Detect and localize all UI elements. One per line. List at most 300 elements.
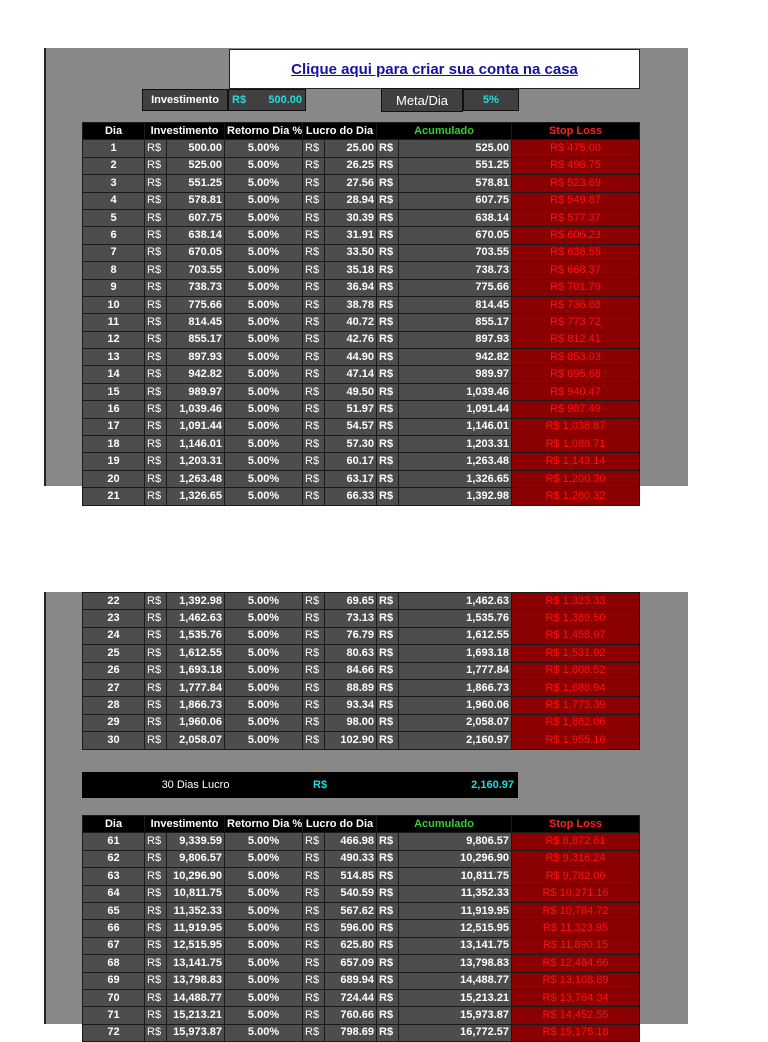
currency-cell[interactable]: R$: [303, 645, 325, 662]
investimento-cell[interactable]: 1,960.06: [167, 714, 225, 731]
currency-cell[interactable]: R$: [303, 401, 325, 418]
retorno-cell[interactable]: 5.00%: [225, 833, 303, 850]
currency-cell[interactable]: R$: [145, 470, 167, 487]
currency-cell[interactable]: R$: [145, 645, 167, 662]
acumulado-cell[interactable]: 1,039.46: [399, 383, 512, 400]
currency-cell[interactable]: R$: [303, 262, 325, 279]
day-cell[interactable]: 21: [83, 488, 145, 505]
currency-cell[interactable]: R$: [303, 1024, 325, 1041]
lucro-cell[interactable]: 567.62: [325, 902, 377, 919]
currency-cell[interactable]: R$: [377, 192, 399, 209]
currency-cell[interactable]: R$: [303, 833, 325, 850]
currency-cell[interactable]: R$: [145, 885, 167, 902]
retorno-cell[interactable]: 5.00%: [225, 175, 303, 192]
currency-cell[interactable]: R$: [303, 488, 325, 505]
lucro-cell[interactable]: 60.17: [325, 453, 377, 470]
currency-cell[interactable]: R$: [377, 279, 399, 296]
lucro-cell[interactable]: 26.25: [325, 157, 377, 174]
currency-cell[interactable]: R$: [303, 175, 325, 192]
stop-loss-cell[interactable]: R$ 13,108.89: [512, 972, 640, 989]
day-cell[interactable]: 16: [83, 401, 145, 418]
day-cell[interactable]: 68: [83, 955, 145, 972]
day-cell[interactable]: 23: [83, 610, 145, 627]
lucro-cell[interactable]: 57.30: [325, 436, 377, 453]
acumulado-cell[interactable]: 10,296.90: [399, 850, 512, 867]
lucro-cell[interactable]: 54.57: [325, 418, 377, 435]
acumulado-cell[interactable]: 1,693.18: [399, 645, 512, 662]
currency-cell[interactable]: R$: [145, 1007, 167, 1024]
day-cell[interactable]: 27: [83, 679, 145, 696]
acumulado-cell[interactable]: 814.45: [399, 296, 512, 313]
investimento-cell[interactable]: 1,777.84: [167, 679, 225, 696]
investimento-cell[interactable]: 9,806.57: [167, 850, 225, 867]
stop-loss-cell[interactable]: R$ 1,143.14: [512, 453, 640, 470]
investimento-cell[interactable]: 1,263.48: [167, 470, 225, 487]
day-cell[interactable]: 12: [83, 331, 145, 348]
lucro-cell[interactable]: 40.72: [325, 314, 377, 331]
currency-cell[interactable]: R$: [145, 662, 167, 679]
investimento-cell[interactable]: 13,798.83: [167, 972, 225, 989]
day-cell[interactable]: 63: [83, 868, 145, 885]
currency-cell[interactable]: R$: [377, 850, 399, 867]
currency-cell[interactable]: R$: [303, 209, 325, 226]
lucro-cell[interactable]: 30.39: [325, 209, 377, 226]
stop-loss-cell[interactable]: R$ 577.37: [512, 209, 640, 226]
investimento-cell[interactable]: 11,919.95: [167, 920, 225, 937]
stop-loss-cell[interactable]: R$ 1,260.32: [512, 488, 640, 505]
retorno-cell[interactable]: 5.00%: [225, 366, 303, 383]
currency-cell[interactable]: R$: [377, 610, 399, 627]
stop-loss-cell[interactable]: R$ 498.75: [512, 157, 640, 174]
retorno-cell[interactable]: 5.00%: [225, 383, 303, 400]
lucro-cell[interactable]: 63.17: [325, 470, 377, 487]
stop-loss-cell[interactable]: R$ 13,764.34: [512, 989, 640, 1006]
currency-cell[interactable]: R$: [145, 296, 167, 313]
day-cell[interactable]: 7: [83, 244, 145, 261]
currency-cell[interactable]: R$: [377, 227, 399, 244]
currency-cell[interactable]: R$: [377, 732, 399, 749]
stop-loss-cell[interactable]: R$ 812.41: [512, 331, 640, 348]
lucro-cell[interactable]: 689.94: [325, 972, 377, 989]
day-cell[interactable]: 4: [83, 192, 145, 209]
investimento-cell[interactable]: 703.55: [167, 262, 225, 279]
investimento-cell[interactable]: 1,462.63: [167, 610, 225, 627]
acumulado-cell[interactable]: 9,806.57: [399, 833, 512, 850]
investimento-cell[interactable]: 989.97: [167, 383, 225, 400]
acumulado-cell[interactable]: 10,811.75: [399, 868, 512, 885]
currency-cell[interactable]: R$: [303, 227, 325, 244]
investimento-input[interactable]: [228, 89, 306, 111]
day-cell[interactable]: 65: [83, 902, 145, 919]
day-cell[interactable]: 26: [83, 662, 145, 679]
day-cell[interactable]: 3: [83, 175, 145, 192]
investimento-cell[interactable]: 13,141.75: [167, 955, 225, 972]
day-cell[interactable]: 64: [83, 885, 145, 902]
currency-cell[interactable]: R$: [377, 937, 399, 954]
currency-cell[interactable]: R$: [303, 610, 325, 627]
day-cell[interactable]: 72: [83, 1024, 145, 1041]
investimento-cell[interactable]: 15,973.87: [167, 1024, 225, 1041]
currency-cell[interactable]: R$: [303, 140, 325, 157]
day-cell[interactable]: 9: [83, 279, 145, 296]
stop-loss-cell[interactable]: R$ 853.03: [512, 349, 640, 366]
retorno-cell[interactable]: 5.00%: [225, 850, 303, 867]
currency-cell[interactable]: R$: [377, 627, 399, 644]
currency-cell[interactable]: R$: [303, 331, 325, 348]
investimento-cell[interactable]: 1,612.55: [167, 645, 225, 662]
currency-cell[interactable]: R$: [303, 366, 325, 383]
stop-loss-cell[interactable]: R$ 987.49: [512, 401, 640, 418]
day-cell[interactable]: 70: [83, 989, 145, 1006]
currency-cell[interactable]: R$: [145, 366, 167, 383]
investimento-cell[interactable]: 607.75: [167, 209, 225, 226]
currency-cell[interactable]: R$: [303, 732, 325, 749]
lucro-cell[interactable]: 36.94: [325, 279, 377, 296]
day-cell[interactable]: 14: [83, 366, 145, 383]
currency-cell[interactable]: R$: [303, 955, 325, 972]
stop-loss-cell[interactable]: R$ 11,323.95: [512, 920, 640, 937]
retorno-cell[interactable]: 5.00%: [225, 732, 303, 749]
currency-cell[interactable]: R$: [145, 902, 167, 919]
day-cell[interactable]: 13: [83, 349, 145, 366]
lucro-cell[interactable]: 102.90: [325, 732, 377, 749]
currency-cell[interactable]: R$: [377, 488, 399, 505]
day-cell[interactable]: 61: [83, 833, 145, 850]
day-cell[interactable]: 6: [83, 227, 145, 244]
currency-cell[interactable]: R$: [303, 593, 325, 610]
stop-loss-cell[interactable]: R$ 9,782.06: [512, 868, 640, 885]
acumulado-cell[interactable]: 1,091.44: [399, 401, 512, 418]
day-cell[interactable]: 1: [83, 140, 145, 157]
lucro-cell[interactable]: 798.69: [325, 1024, 377, 1041]
acumulado-cell[interactable]: 989.97: [399, 366, 512, 383]
stop-loss-cell[interactable]: R$ 8,872.61: [512, 833, 640, 850]
currency-cell[interactable]: R$: [377, 955, 399, 972]
retorno-cell[interactable]: 5.00%: [225, 679, 303, 696]
stop-loss-cell[interactable]: R$ 12,484.66: [512, 955, 640, 972]
retorno-cell[interactable]: 5.00%: [225, 157, 303, 174]
retorno-cell[interactable]: 5.00%: [225, 488, 303, 505]
currency-cell[interactable]: R$: [303, 470, 325, 487]
stop-loss-cell[interactable]: R$ 1,323.33: [512, 593, 640, 610]
retorno-cell[interactable]: 5.00%: [225, 331, 303, 348]
day-cell[interactable]: 30: [83, 732, 145, 749]
acumulado-cell[interactable]: 607.75: [399, 192, 512, 209]
investimento-cell[interactable]: 1,146.01: [167, 436, 225, 453]
acumulado-cell[interactable]: 670.05: [399, 227, 512, 244]
acumulado-cell[interactable]: 1,777.84: [399, 662, 512, 679]
currency-cell[interactable]: R$: [145, 714, 167, 731]
currency-cell[interactable]: R$: [145, 697, 167, 714]
currency-cell[interactable]: R$: [377, 645, 399, 662]
acumulado-cell[interactable]: 1,866.73: [399, 679, 512, 696]
currency-cell[interactable]: R$: [377, 833, 399, 850]
currency-cell[interactable]: R$: [377, 366, 399, 383]
lucro-cell[interactable]: 760.66: [325, 1007, 377, 1024]
retorno-cell[interactable]: 5.00%: [225, 453, 303, 470]
lucro-cell[interactable]: 35.18: [325, 262, 377, 279]
stop-loss-cell[interactable]: R$ 606.23: [512, 227, 640, 244]
lucro-cell[interactable]: 66.33: [325, 488, 377, 505]
stop-loss-cell[interactable]: R$ 895.68: [512, 366, 640, 383]
currency-cell[interactable]: R$: [377, 697, 399, 714]
day-cell[interactable]: 2: [83, 157, 145, 174]
retorno-cell[interactable]: 5.00%: [225, 955, 303, 972]
stop-loss-cell[interactable]: R$ 636.55: [512, 244, 640, 261]
stop-loss-cell[interactable]: R$ 1,955.16: [512, 732, 640, 749]
stop-loss-cell[interactable]: R$ 1,458.97: [512, 627, 640, 644]
acumulado-cell[interactable]: 1,203.31: [399, 436, 512, 453]
currency-cell[interactable]: R$: [145, 610, 167, 627]
acumulado-cell[interactable]: 703.55: [399, 244, 512, 261]
retorno-cell[interactable]: 5.00%: [225, 418, 303, 435]
retorno-cell[interactable]: 5.00%: [225, 401, 303, 418]
acumulado-cell[interactable]: 1,263.48: [399, 453, 512, 470]
currency-cell[interactable]: R$: [303, 868, 325, 885]
currency-cell[interactable]: R$: [145, 227, 167, 244]
stop-loss-cell[interactable]: R$ 940.47: [512, 383, 640, 400]
acumulado-cell[interactable]: 11,919.95: [399, 902, 512, 919]
meta-dia-input[interactable]: [463, 89, 519, 111]
currency-cell[interactable]: R$: [303, 1007, 325, 1024]
currency-cell[interactable]: R$: [377, 470, 399, 487]
lucro-cell[interactable]: 724.44: [325, 989, 377, 1006]
lucro-cell[interactable]: 31.91: [325, 227, 377, 244]
stop-loss-cell[interactable]: R$ 1,773.39: [512, 697, 640, 714]
currency-cell[interactable]: R$: [303, 885, 325, 902]
day-cell[interactable]: 22: [83, 593, 145, 610]
currency-cell[interactable]: R$: [377, 920, 399, 937]
retorno-cell[interactable]: 5.00%: [225, 902, 303, 919]
currency-cell[interactable]: R$: [377, 902, 399, 919]
currency-cell[interactable]: R$: [377, 262, 399, 279]
currency-cell[interactable]: R$: [145, 279, 167, 296]
currency-cell[interactable]: R$: [303, 244, 325, 261]
investimento-cell[interactable]: 1,866.73: [167, 697, 225, 714]
currency-cell[interactable]: R$: [145, 679, 167, 696]
acumulado-cell[interactable]: 2,058.07: [399, 714, 512, 731]
currency-cell[interactable]: R$: [145, 140, 167, 157]
currency-cell[interactable]: R$: [303, 436, 325, 453]
lucro-cell[interactable]: 33.50: [325, 244, 377, 261]
lucro-cell[interactable]: 657.09: [325, 955, 377, 972]
investimento-cell[interactable]: 1,326.65: [167, 488, 225, 505]
stop-loss-cell[interactable]: R$ 1,200.30: [512, 470, 640, 487]
investimento-cell[interactable]: 14,488.77: [167, 989, 225, 1006]
investimento-cell[interactable]: 11,352.33: [167, 902, 225, 919]
lucro-cell[interactable]: 490.33: [325, 850, 377, 867]
retorno-cell[interactable]: 5.00%: [225, 885, 303, 902]
lucro-cell[interactable]: 49.50: [325, 383, 377, 400]
day-cell[interactable]: 62: [83, 850, 145, 867]
currency-cell[interactable]: R$: [145, 314, 167, 331]
currency-cell[interactable]: R$: [303, 349, 325, 366]
day-cell[interactable]: 25: [83, 645, 145, 662]
retorno-cell[interactable]: 5.00%: [225, 279, 303, 296]
currency-cell[interactable]: R$: [145, 627, 167, 644]
retorno-cell[interactable]: 5.00%: [225, 1007, 303, 1024]
acumulado-cell[interactable]: 1,326.65: [399, 470, 512, 487]
currency-cell[interactable]: R$: [145, 436, 167, 453]
investimento-cell[interactable]: 1,203.31: [167, 453, 225, 470]
lucro-cell[interactable]: 514.85: [325, 868, 377, 885]
currency-cell[interactable]: R$: [377, 885, 399, 902]
stop-loss-cell[interactable]: R$ 549.87: [512, 192, 640, 209]
stop-loss-cell[interactable]: R$ 1,036.87: [512, 418, 640, 435]
currency-cell[interactable]: R$: [145, 157, 167, 174]
acumulado-cell[interactable]: 638.14: [399, 209, 512, 226]
currency-cell[interactable]: R$: [377, 296, 399, 313]
currency-cell[interactable]: R$: [377, 868, 399, 885]
retorno-cell[interactable]: 5.00%: [225, 662, 303, 679]
acumulado-cell[interactable]: 2,160.97: [399, 732, 512, 749]
day-cell[interactable]: 66: [83, 920, 145, 937]
investimento-cell[interactable]: 638.14: [167, 227, 225, 244]
acumulado-cell[interactable]: 1,612.55: [399, 627, 512, 644]
stop-loss-cell[interactable]: R$ 1,608.52: [512, 662, 640, 679]
currency-cell[interactable]: R$: [377, 418, 399, 435]
investimento-cell[interactable]: 1,091.44: [167, 418, 225, 435]
day-cell[interactable]: 67: [83, 937, 145, 954]
currency-cell[interactable]: R$: [377, 662, 399, 679]
investimento-cell[interactable]: 1,039.46: [167, 401, 225, 418]
lucro-cell[interactable]: 88.89: [325, 679, 377, 696]
currency-cell[interactable]: R$: [377, 349, 399, 366]
currency-cell[interactable]: R$: [377, 593, 399, 610]
investimento-cell[interactable]: 1,535.76: [167, 627, 225, 644]
retorno-cell[interactable]: 5.00%: [225, 262, 303, 279]
day-cell[interactable]: 24: [83, 627, 145, 644]
retorno-cell[interactable]: 5.00%: [225, 645, 303, 662]
retorno-cell[interactable]: 5.00%: [225, 314, 303, 331]
currency-cell[interactable]: R$: [145, 331, 167, 348]
stop-loss-cell[interactable]: R$ 1,688.94: [512, 679, 640, 696]
investimento-cell[interactable]: 1,693.18: [167, 662, 225, 679]
investimento-cell[interactable]: 15,213.21: [167, 1007, 225, 1024]
lucro-cell[interactable]: 93.34: [325, 697, 377, 714]
acumulado-cell[interactable]: 1,146.01: [399, 418, 512, 435]
acumulado-cell[interactable]: 1,392.98: [399, 488, 512, 505]
stop-loss-cell[interactable]: R$ 668.37: [512, 262, 640, 279]
currency-cell[interactable]: R$: [145, 1024, 167, 1041]
acumulado-cell[interactable]: 775.66: [399, 279, 512, 296]
lucro-cell[interactable]: 80.63: [325, 645, 377, 662]
day-cell[interactable]: 15: [83, 383, 145, 400]
day-cell[interactable]: 71: [83, 1007, 145, 1024]
acumulado-cell[interactable]: 11,352.33: [399, 885, 512, 902]
investimento-cell[interactable]: 855.17: [167, 331, 225, 348]
day-cell[interactable]: 20: [83, 470, 145, 487]
currency-cell[interactable]: R$: [377, 679, 399, 696]
retorno-cell[interactable]: 5.00%: [225, 140, 303, 157]
currency-cell[interactable]: R$: [145, 732, 167, 749]
currency-cell[interactable]: R$: [377, 401, 399, 418]
create-account-link[interactable]: Clique aqui para criar sua conta na casa: [291, 60, 578, 78]
lucro-cell[interactable]: 44.90: [325, 349, 377, 366]
currency-cell[interactable]: R$: [145, 972, 167, 989]
currency-cell[interactable]: R$: [145, 244, 167, 261]
lucro-cell[interactable]: 596.00: [325, 920, 377, 937]
currency-cell[interactable]: R$: [303, 714, 325, 731]
currency-cell[interactable]: R$: [377, 157, 399, 174]
day-cell[interactable]: 8: [83, 262, 145, 279]
lucro-cell[interactable]: 25.00: [325, 140, 377, 157]
retorno-cell[interactable]: 5.00%: [225, 227, 303, 244]
stop-loss-cell[interactable]: R$ 10,784.72: [512, 902, 640, 919]
retorno-cell[interactable]: 5.00%: [225, 296, 303, 313]
currency-cell[interactable]: R$: [145, 209, 167, 226]
currency-cell[interactable]: R$: [377, 1024, 399, 1041]
acumulado-cell[interactable]: 14,488.77: [399, 972, 512, 989]
stop-loss-cell[interactable]: R$ 1,088.71: [512, 436, 640, 453]
currency-cell[interactable]: R$: [145, 989, 167, 1006]
acumulado-cell[interactable]: 13,141.75: [399, 937, 512, 954]
investimento-cell[interactable]: 500.00: [167, 140, 225, 157]
currency-cell[interactable]: R$: [377, 436, 399, 453]
currency-cell[interactable]: R$: [303, 972, 325, 989]
investimento-cell[interactable]: 738.73: [167, 279, 225, 296]
currency-cell[interactable]: R$: [303, 627, 325, 644]
currency-cell[interactable]: R$: [145, 833, 167, 850]
retorno-cell[interactable]: 5.00%: [225, 1024, 303, 1041]
currency-cell[interactable]: R$: [145, 383, 167, 400]
retorno-cell[interactable]: 5.00%: [225, 436, 303, 453]
day-cell[interactable]: 10: [83, 296, 145, 313]
acumulado-cell[interactable]: 942.82: [399, 349, 512, 366]
currency-cell[interactable]: R$: [377, 209, 399, 226]
investimento-cell[interactable]: 9,339.59: [167, 833, 225, 850]
investimento-cell[interactable]: 2,058.07: [167, 732, 225, 749]
currency-cell[interactable]: R$: [145, 175, 167, 192]
stop-loss-cell[interactable]: R$ 773.72: [512, 314, 640, 331]
stop-loss-cell[interactable]: R$ 701.79: [512, 279, 640, 296]
acumulado-cell[interactable]: 16,772.57: [399, 1024, 512, 1041]
retorno-cell[interactable]: 5.00%: [225, 627, 303, 644]
day-cell[interactable]: 69: [83, 972, 145, 989]
day-cell[interactable]: 18: [83, 436, 145, 453]
acumulado-cell[interactable]: 738.73: [399, 262, 512, 279]
currency-cell[interactable]: R$: [377, 453, 399, 470]
currency-cell[interactable]: R$: [145, 955, 167, 972]
currency-cell[interactable]: R$: [303, 157, 325, 174]
stop-loss-cell[interactable]: R$ 1,531.92: [512, 645, 640, 662]
currency-cell[interactable]: R$: [303, 697, 325, 714]
lucro-cell[interactable]: 38.78: [325, 296, 377, 313]
currency-cell[interactable]: R$: [145, 937, 167, 954]
investimento-cell[interactable]: 942.82: [167, 366, 225, 383]
lucro-cell[interactable]: 84.66: [325, 662, 377, 679]
lucro-cell[interactable]: 98.00: [325, 714, 377, 731]
retorno-cell[interactable]: 5.00%: [225, 920, 303, 937]
currency-cell[interactable]: R$: [145, 488, 167, 505]
lucro-cell[interactable]: 51.97: [325, 401, 377, 418]
stop-loss-cell[interactable]: R$ 14,452.55: [512, 1007, 640, 1024]
retorno-cell[interactable]: 5.00%: [225, 349, 303, 366]
stop-loss-cell[interactable]: R$ 475.00: [512, 140, 640, 157]
investimento-cell[interactable]: 551.25: [167, 175, 225, 192]
retorno-cell[interactable]: 5.00%: [225, 192, 303, 209]
stop-loss-cell[interactable]: R$ 1,389.50: [512, 610, 640, 627]
day-cell[interactable]: 19: [83, 453, 145, 470]
acumulado-cell[interactable]: 855.17: [399, 314, 512, 331]
currency-cell[interactable]: R$: [145, 593, 167, 610]
currency-cell[interactable]: R$: [377, 331, 399, 348]
investimento-cell[interactable]: 12,515.95: [167, 937, 225, 954]
retorno-cell[interactable]: 5.00%: [225, 470, 303, 487]
lucro-cell[interactable]: 69.65: [325, 593, 377, 610]
retorno-cell[interactable]: 5.00%: [225, 697, 303, 714]
acumulado-cell[interactable]: 1,535.76: [399, 610, 512, 627]
